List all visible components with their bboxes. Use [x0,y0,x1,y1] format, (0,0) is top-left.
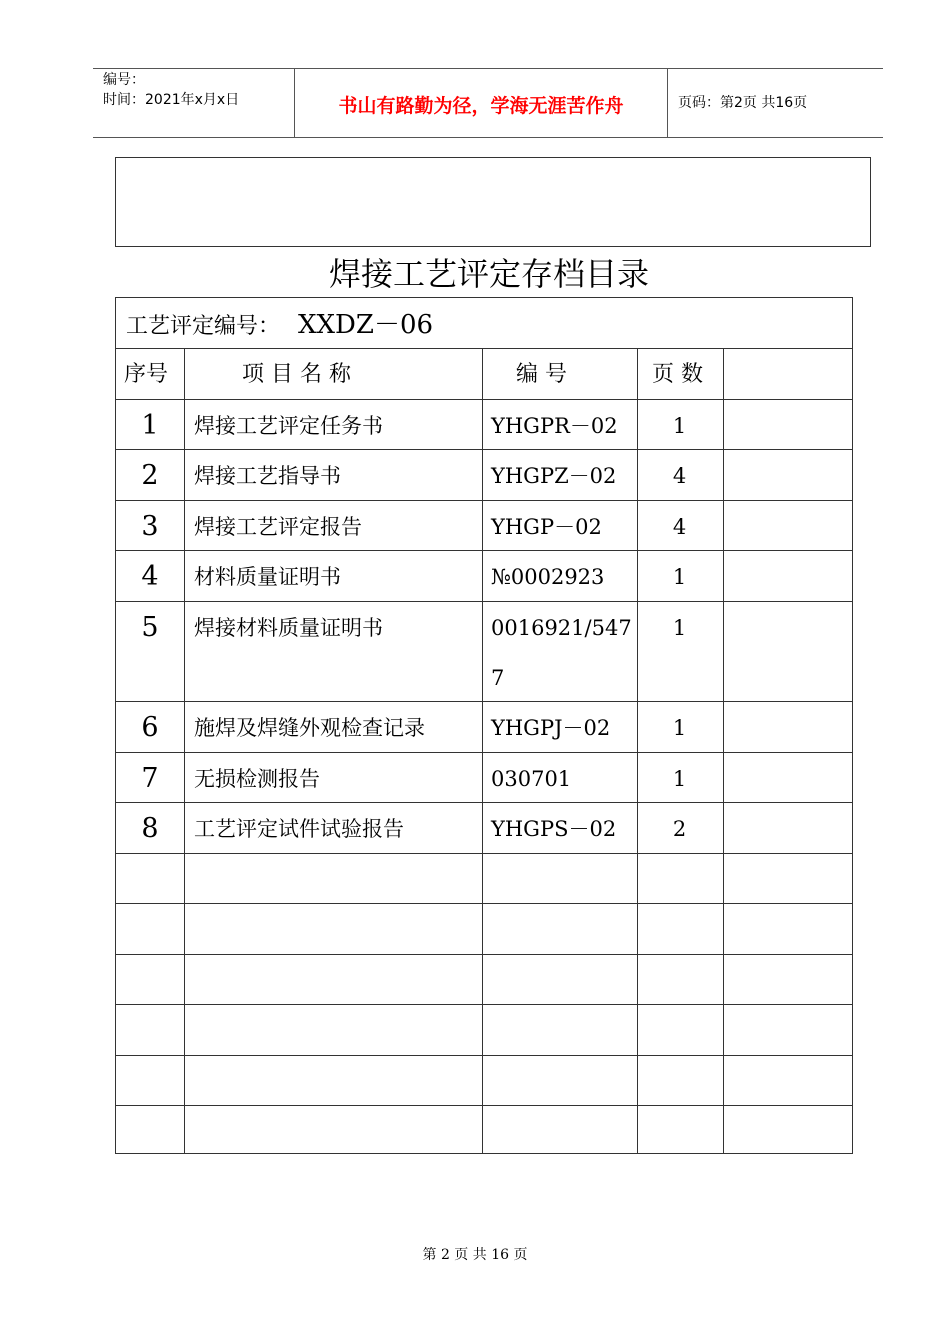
row-pages: 4 [672,515,687,539]
row-code: YHGPZ－02 [491,464,617,488]
row-name: 焊接工艺指导书 [194,464,341,488]
table-vline [184,348,185,1153]
table-hline [116,550,852,551]
table-hline [116,853,852,854]
table-header-cell: 序号 [124,362,169,387]
row-pages: 1 [672,414,687,438]
blank-box [115,157,871,247]
page-header [93,68,883,138]
code-label: 工艺评定编号： [126,314,281,339]
row-code: 030701 [491,767,572,791]
row-number: 7 [141,763,159,794]
page-footer: 第 2 页 共 16 页 [422,1247,528,1263]
row-pages: 4 [672,464,687,488]
header-page-info: 页码：第2页 共16页 [678,95,808,111]
code-row [126,310,433,342]
row-number: 5 [141,612,159,643]
table-hline [116,701,852,702]
header-page-cell [668,69,883,137]
row-pages: 1 [672,716,687,740]
row-name: 焊接工艺评定任务书 [194,414,383,438]
header-motto: 书山有路勤为径，学海无涯苦作舟 [338,95,624,117]
header-motto-cell [295,69,668,137]
row-pages: 2 [672,817,687,841]
table-hline [116,1055,852,1056]
row-code: №0002923 [491,565,605,589]
row-pages: 1 [672,616,687,640]
row-code: 0016921/547 [491,616,632,640]
archive-table [115,297,853,1154]
table-hline [116,802,852,803]
table-hline [116,752,852,753]
header-info-cell [93,69,295,137]
row-number: 8 [141,813,159,844]
row-number: 2 [141,460,159,491]
row-name: 材料质量证明书 [194,565,341,589]
row-code: YHGPR－02 [491,414,618,438]
row-number: 4 [141,561,159,592]
table-vline [482,348,483,1153]
table-header-cell: 页 数 [652,362,703,387]
table-hline [116,399,852,400]
row-code: YHGP－02 [491,515,602,539]
row-pages: 1 [672,767,687,791]
row-code: YHGPS－02 [491,817,617,841]
row-number: 6 [141,712,159,743]
table-hline [116,903,852,904]
header-number-label: 编号： [103,72,145,88]
table-hline [116,348,852,349]
row-number: 3 [141,511,159,542]
row-number: 1 [141,410,159,441]
table-hline [116,500,852,501]
row-code: YHGPJ－02 [491,716,611,740]
table-header-cell: 编 号 [516,362,567,387]
table-hline [116,601,852,602]
row-name: 无损检测报告 [194,767,320,791]
document-title: 焊接工艺评定存档目录 [328,255,649,293]
row-name: 焊接工艺评定报告 [194,515,362,539]
row-name: 工艺评定试件试验报告 [194,817,404,841]
row-pages: 1 [672,565,687,589]
table-header-cell: 项 目 名 称 [242,362,351,387]
table-hline [116,954,852,955]
row-name: 焊接材料质量证明书 [194,616,383,640]
table-vline [723,348,724,1153]
code-value: XXDZ－06 [298,310,434,340]
table-hline [116,1105,852,1106]
row-code-continuation: 7 [491,666,505,690]
table-hline [116,449,852,450]
table-hline [116,1004,852,1005]
header-time-label: 时间：2021年x月x日 [103,92,240,108]
row-name: 施焊及焊缝外观检查记录 [194,716,425,740]
